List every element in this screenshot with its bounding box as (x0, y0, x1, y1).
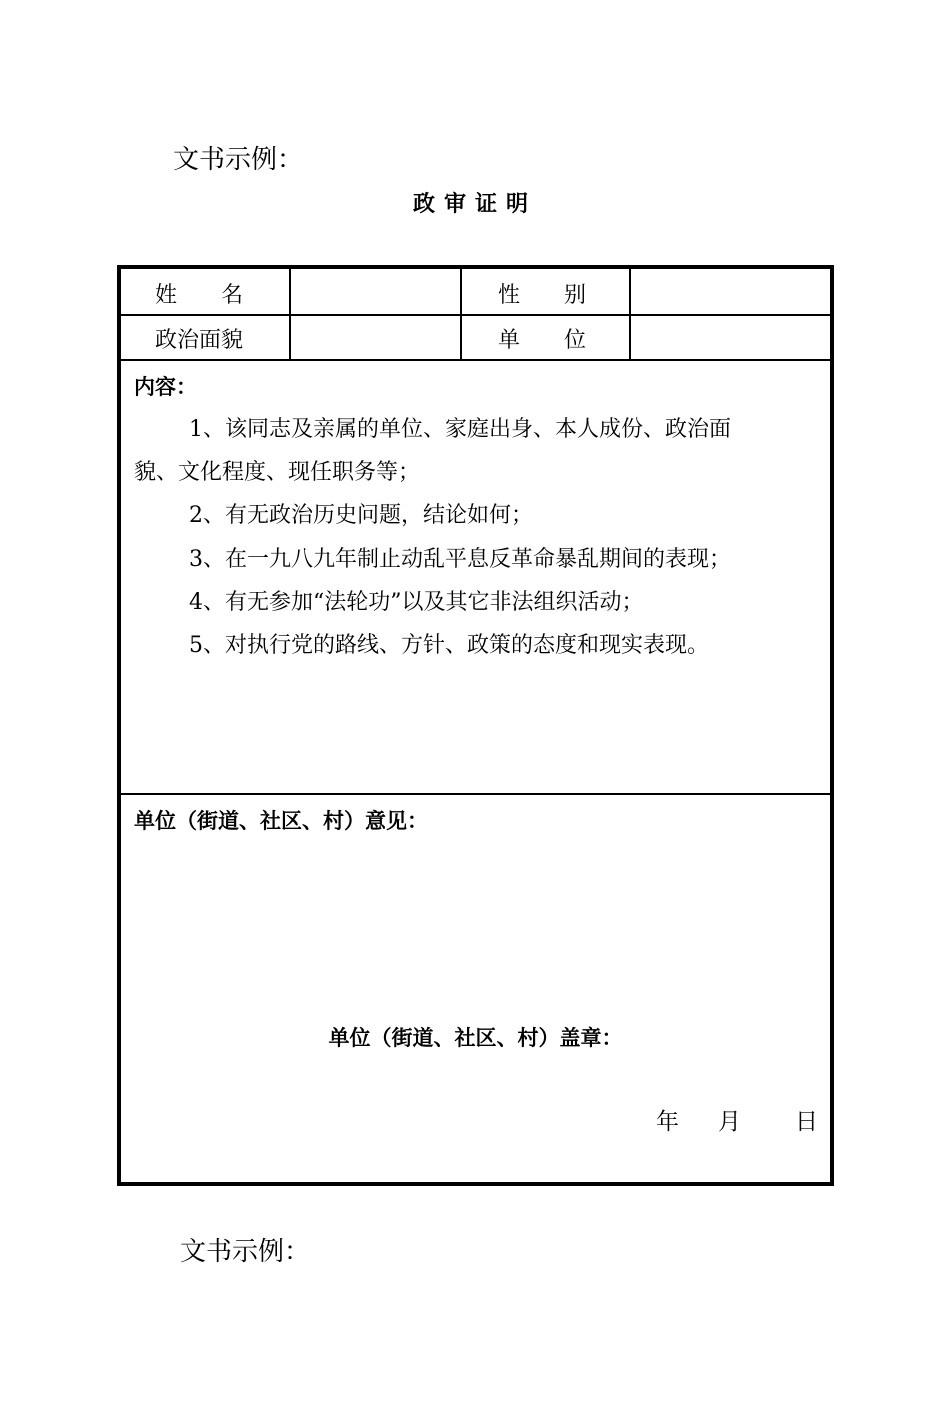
column-divider (289, 269, 291, 360)
page-heading-bottom: 文书示例： (180, 1237, 311, 1267)
column-divider (629, 269, 631, 360)
row-divider (121, 314, 830, 316)
page-heading-top: 文书示例： (173, 145, 304, 175)
gender-label: 性 别 (498, 283, 587, 308)
content-line: 2、有无政治历史问题，结论如何； (189, 503, 533, 528)
name-label: 姓 名 (155, 283, 244, 308)
content-line: 3、在一九八九年制止动乱平息反革命暴乱期间的表现； (189, 547, 731, 572)
content-label: 内容： (134, 375, 197, 399)
stamp-label: 单位（街道、社区、村）盖章： (328, 1026, 623, 1050)
unit-label: 单 位 (498, 328, 587, 353)
document-title: 政审证明 (412, 192, 537, 217)
row-divider (121, 359, 830, 361)
column-divider (460, 269, 462, 360)
content-line: 貌、文化程度、现任职务等； (134, 460, 421, 485)
date-month: 月 (718, 1109, 741, 1135)
content-line: 1、该同志及亲属的单位、家庭出身、本人成份、政治面 (189, 417, 731, 442)
content-line: 4、有无参加“法轮功”以及其它非法组织活动； (189, 590, 644, 615)
date-day: 日 (795, 1109, 818, 1135)
opinion-label: 单位（街道、社区、村）意见： (134, 809, 428, 833)
content-line: 5、对执行党的路线、方针、政策的态度和现实表现。 (189, 633, 709, 658)
section-divider (121, 793, 830, 795)
political-review-form (117, 265, 834, 1186)
political-status-label: 政治面貌 (155, 328, 244, 353)
date-year: 年 (656, 1109, 679, 1135)
